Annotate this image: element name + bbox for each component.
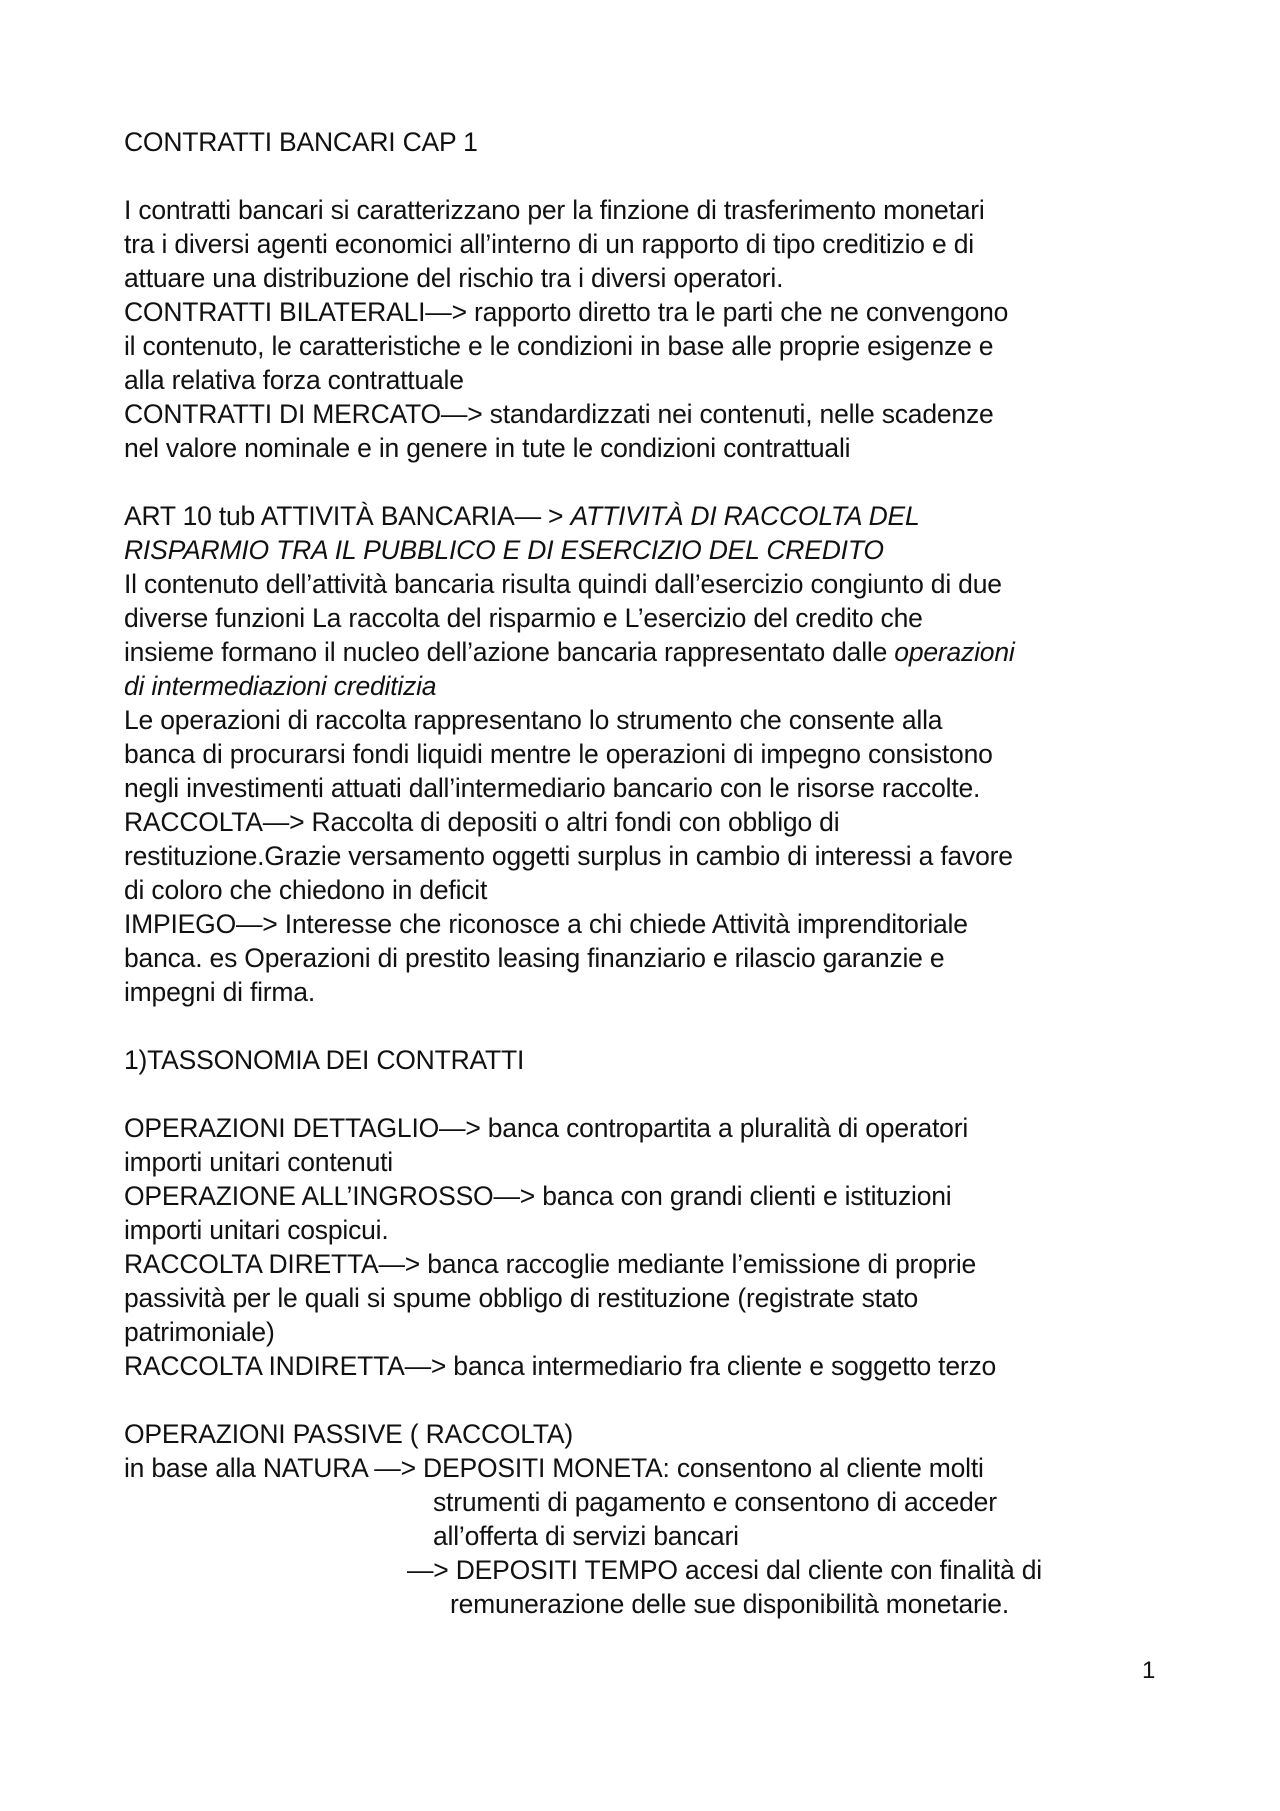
page-number: 1 [1142,1657,1156,1684]
art10-line [124,499,920,533]
passive-line: strumenti di pagamento e consentono di acceder [433,1487,997,1517]
intro-line: nel valore nominale e in genere in tute le condizioni contrattuali [124,433,851,463]
tassonomia-line: RACCOLTA INDIRETTA—> banca intermediario fra cliente e soggetto terzo [124,1351,997,1381]
art10-emphasis-line: di intermediazioni creditizia [124,671,437,701]
passive-line: remunerazione delle sue disponibilità monetarie. [450,1589,1010,1619]
intro-line: il contenuto, le caratteristiche e le condizioni in base alle proprie esigenze e [124,331,994,361]
art10-text: insieme formano il nucleo dell’azione bancaria rappresentato dalle [124,637,895,667]
art10-line: diverse funzioni La raccolta del risparmio e L’esercizio del credito che [124,603,923,633]
tassonomia-line: RACCOLTA DIRETTA—> banca raccoglie mediante l’emissione di proprie [124,1249,977,1279]
tassonomia-line: OPERAZIONE ALL’INGROSSO—> banca con grandi clienti e istituzioni [124,1181,952,1211]
art10-line: negli investimenti attuati dall’intermediario bancario con le risorse raccolte. [124,773,981,803]
section-heading: 1)TASSONOMIA DEI CONTRATTI [124,1045,525,1075]
tassonomia-line: importi unitari contenuti [124,1147,393,1177]
art10-line: Le operazioni di raccolta rappresentano lo strumento che consente alla [124,705,943,735]
art10-line: di coloro che chiedono in deficit [124,875,488,905]
art10-emphasis: operazioni [894,637,1015,667]
document-title: CONTRATTI BANCARI CAP 1 [124,127,478,157]
art10-line: IMPIEGO—> Interesse che riconosce a chi chiede Attività imprenditoriale [124,909,968,939]
art10-line: Il contenuto dell’attività bancaria risulta quindi dall’esercizio congiunto di due [124,569,1002,599]
intro-line: alla relativa forza contrattuale [124,365,464,395]
art10-line: banca. es Operazioni di prestito leasing finanziario e rilascio garanzie e [124,943,945,973]
section-heading: OPERAZIONI PASSIVE ( RACCOLTA) [124,1419,573,1449]
tassonomia-line: patrimoniale) [124,1317,275,1347]
tassonomia-line: passività per le quali si spume obbligo di restituzione (registrate stato [124,1283,919,1313]
art10-heading: ART 10 tub ATTIVITÀ BANCARIA— > [124,501,571,531]
art10-line: banca di procurarsi fondi liquidi mentre le operazioni di impegno consistono [124,739,993,769]
intro-line: I contratti bancari si caratterizzano per la finzione di trasferimento monetari [124,195,985,225]
tassonomia-line: OPERAZIONI DETTAGLIO—> banca contropartita a pluralità di operatori [124,1113,969,1143]
art10-line: impegni di firma. [124,977,316,1007]
tassonomia-line: importi unitari cospicui. [124,1215,389,1245]
intro-line: attuare una distribuzione del rischio tra i diversi operatori. [124,263,784,293]
intro-line: tra i diversi agenti economici all’interno di un rapporto di tipo creditizio e di [124,229,974,259]
passive-line: all’offerta di servizi bancari [433,1521,739,1551]
passive-line: —> DEPOSITI TEMPO accesi dal cliente con finalità di [407,1555,1042,1585]
intro-line: CONTRATTI DI MERCATO—> standardizzati nei contenuti, nelle scadenze [124,399,994,429]
art10-line: restituzione.Grazie versamento oggetti surplus in cambio di interessi a favore [124,841,1013,871]
art10-line [124,635,1015,669]
art10-line: RACCOLTA—> Raccolta di depositi o altri fondi con obbligo di [124,807,840,837]
art10-emphasis: ATTIVITÀ DI RACCOLTA DEL [570,501,920,531]
intro-line: CONTRATTI BILATERALI—> rapporto diretto tra le parti che ne convengono [124,297,1009,327]
passive-line: in base alla NATURA —> DEPOSITI MONETA: consentono al cliente molti [124,1453,984,1483]
art10-emphasis-line: RISPARMIO TRA IL PUBBLICO E DI ESERCIZIO DEL CREDITO [124,535,884,565]
